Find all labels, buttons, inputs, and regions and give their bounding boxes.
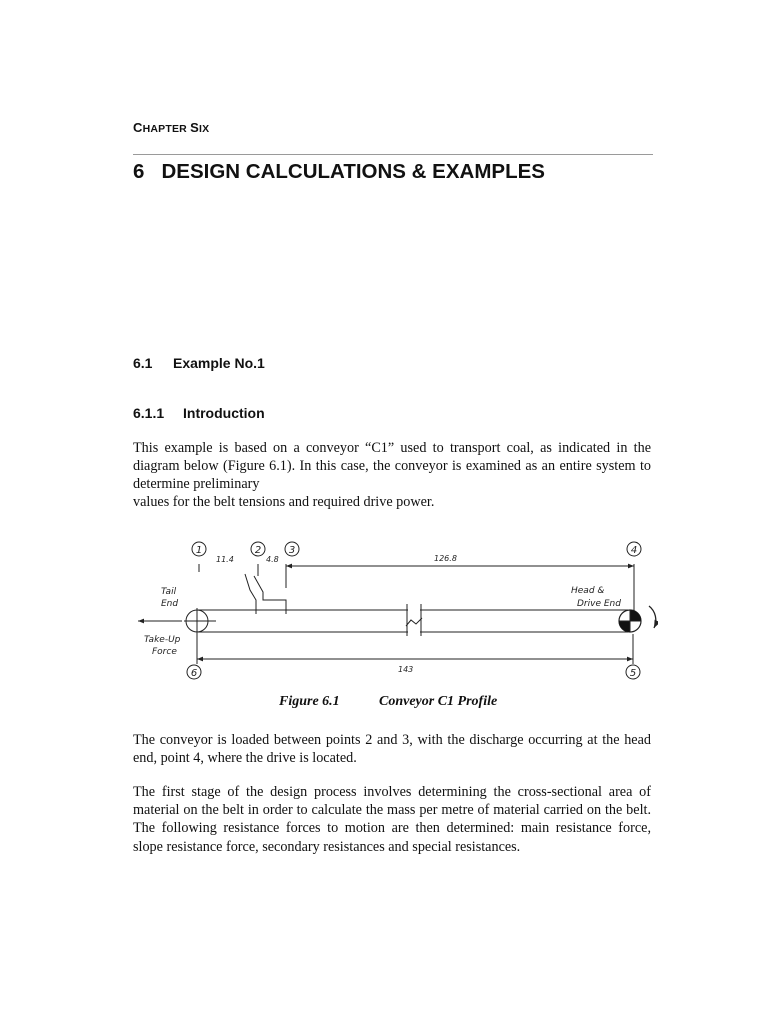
header-rule — [133, 154, 653, 155]
svg-text:2: 2 — [254, 545, 262, 556]
point-marker-4 — [627, 542, 641, 556]
svg-text:1: 1 — [195, 545, 203, 556]
chapter-label: CHAPTER SIX — [133, 120, 210, 135]
svg-text:4: 4 — [630, 545, 638, 556]
chapter-title: 6 DESIGN CALCULATIONS & EXAMPLES — [133, 160, 545, 183]
tail-label-2: End — [161, 599, 179, 609]
point-marker-6 — [187, 665, 201, 679]
dim-1-2: 11.4 — [216, 555, 234, 564]
loading-paragraph: The conveyor is loaded between points 2 and 3, with the discharge occurring at the head end, point 4, where the drive is located. — [133, 732, 651, 767]
takeup-label-2: Force — [152, 647, 177, 657]
svg-text:3: 3 — [288, 545, 296, 556]
tail-pulley — [184, 608, 216, 634]
head-label-2: Drive End — [577, 599, 621, 609]
loading-chute — [245, 574, 286, 614]
top-dimension-lines — [199, 564, 634, 626]
figure-caption: Figure 6.1 Conveyor C1 Profile — [279, 694, 498, 709]
svg-text:6: 6 — [190, 668, 198, 679]
design-process-paragraph: The first stage of the design process involves determining the cross-sectional area of material on the belt in order to calculate the mass per metre of material carried on the belt. The following resistance forces to motion are then determined: main resistance force, slope resistance force, secondary resistances and special resistances. — [133, 784, 651, 855]
section-heading: 6.1 Example No.1 — [133, 355, 265, 371]
bottom-dimension-line — [197, 634, 633, 664]
point-marker-5 — [626, 665, 640, 679]
head-label-1: Head & — [571, 586, 605, 596]
tail-label-1: Tail — [161, 587, 177, 597]
intro-paragraph: This example is based on a conveyor “C1” used to transport coal, as indicated in the diagram below (Figure 6.1). In this case, the conveyor is examined as an entire system to determine preliminary — [133, 440, 651, 493]
point-marker-2 — [251, 542, 265, 556]
dim-overall: 143 — [398, 665, 414, 674]
point-marker-3 — [285, 542, 299, 556]
svg-text:5: 5 — [629, 668, 637, 679]
subsection-heading: 6.1.1 Introduction — [133, 405, 265, 421]
dim-3-4: 126.8 — [434, 554, 457, 563]
point-marker-1 — [192, 542, 206, 556]
conveyor-profile-figure — [128, 536, 658, 686]
intro-paragraph-tail: values for the belt tensions and required drive power. — [133, 494, 435, 510]
conveyor-belt — [198, 604, 628, 636]
takeup-label-1: Take-Up — [144, 635, 181, 645]
dim-2-3: 4.8 — [266, 555, 279, 564]
